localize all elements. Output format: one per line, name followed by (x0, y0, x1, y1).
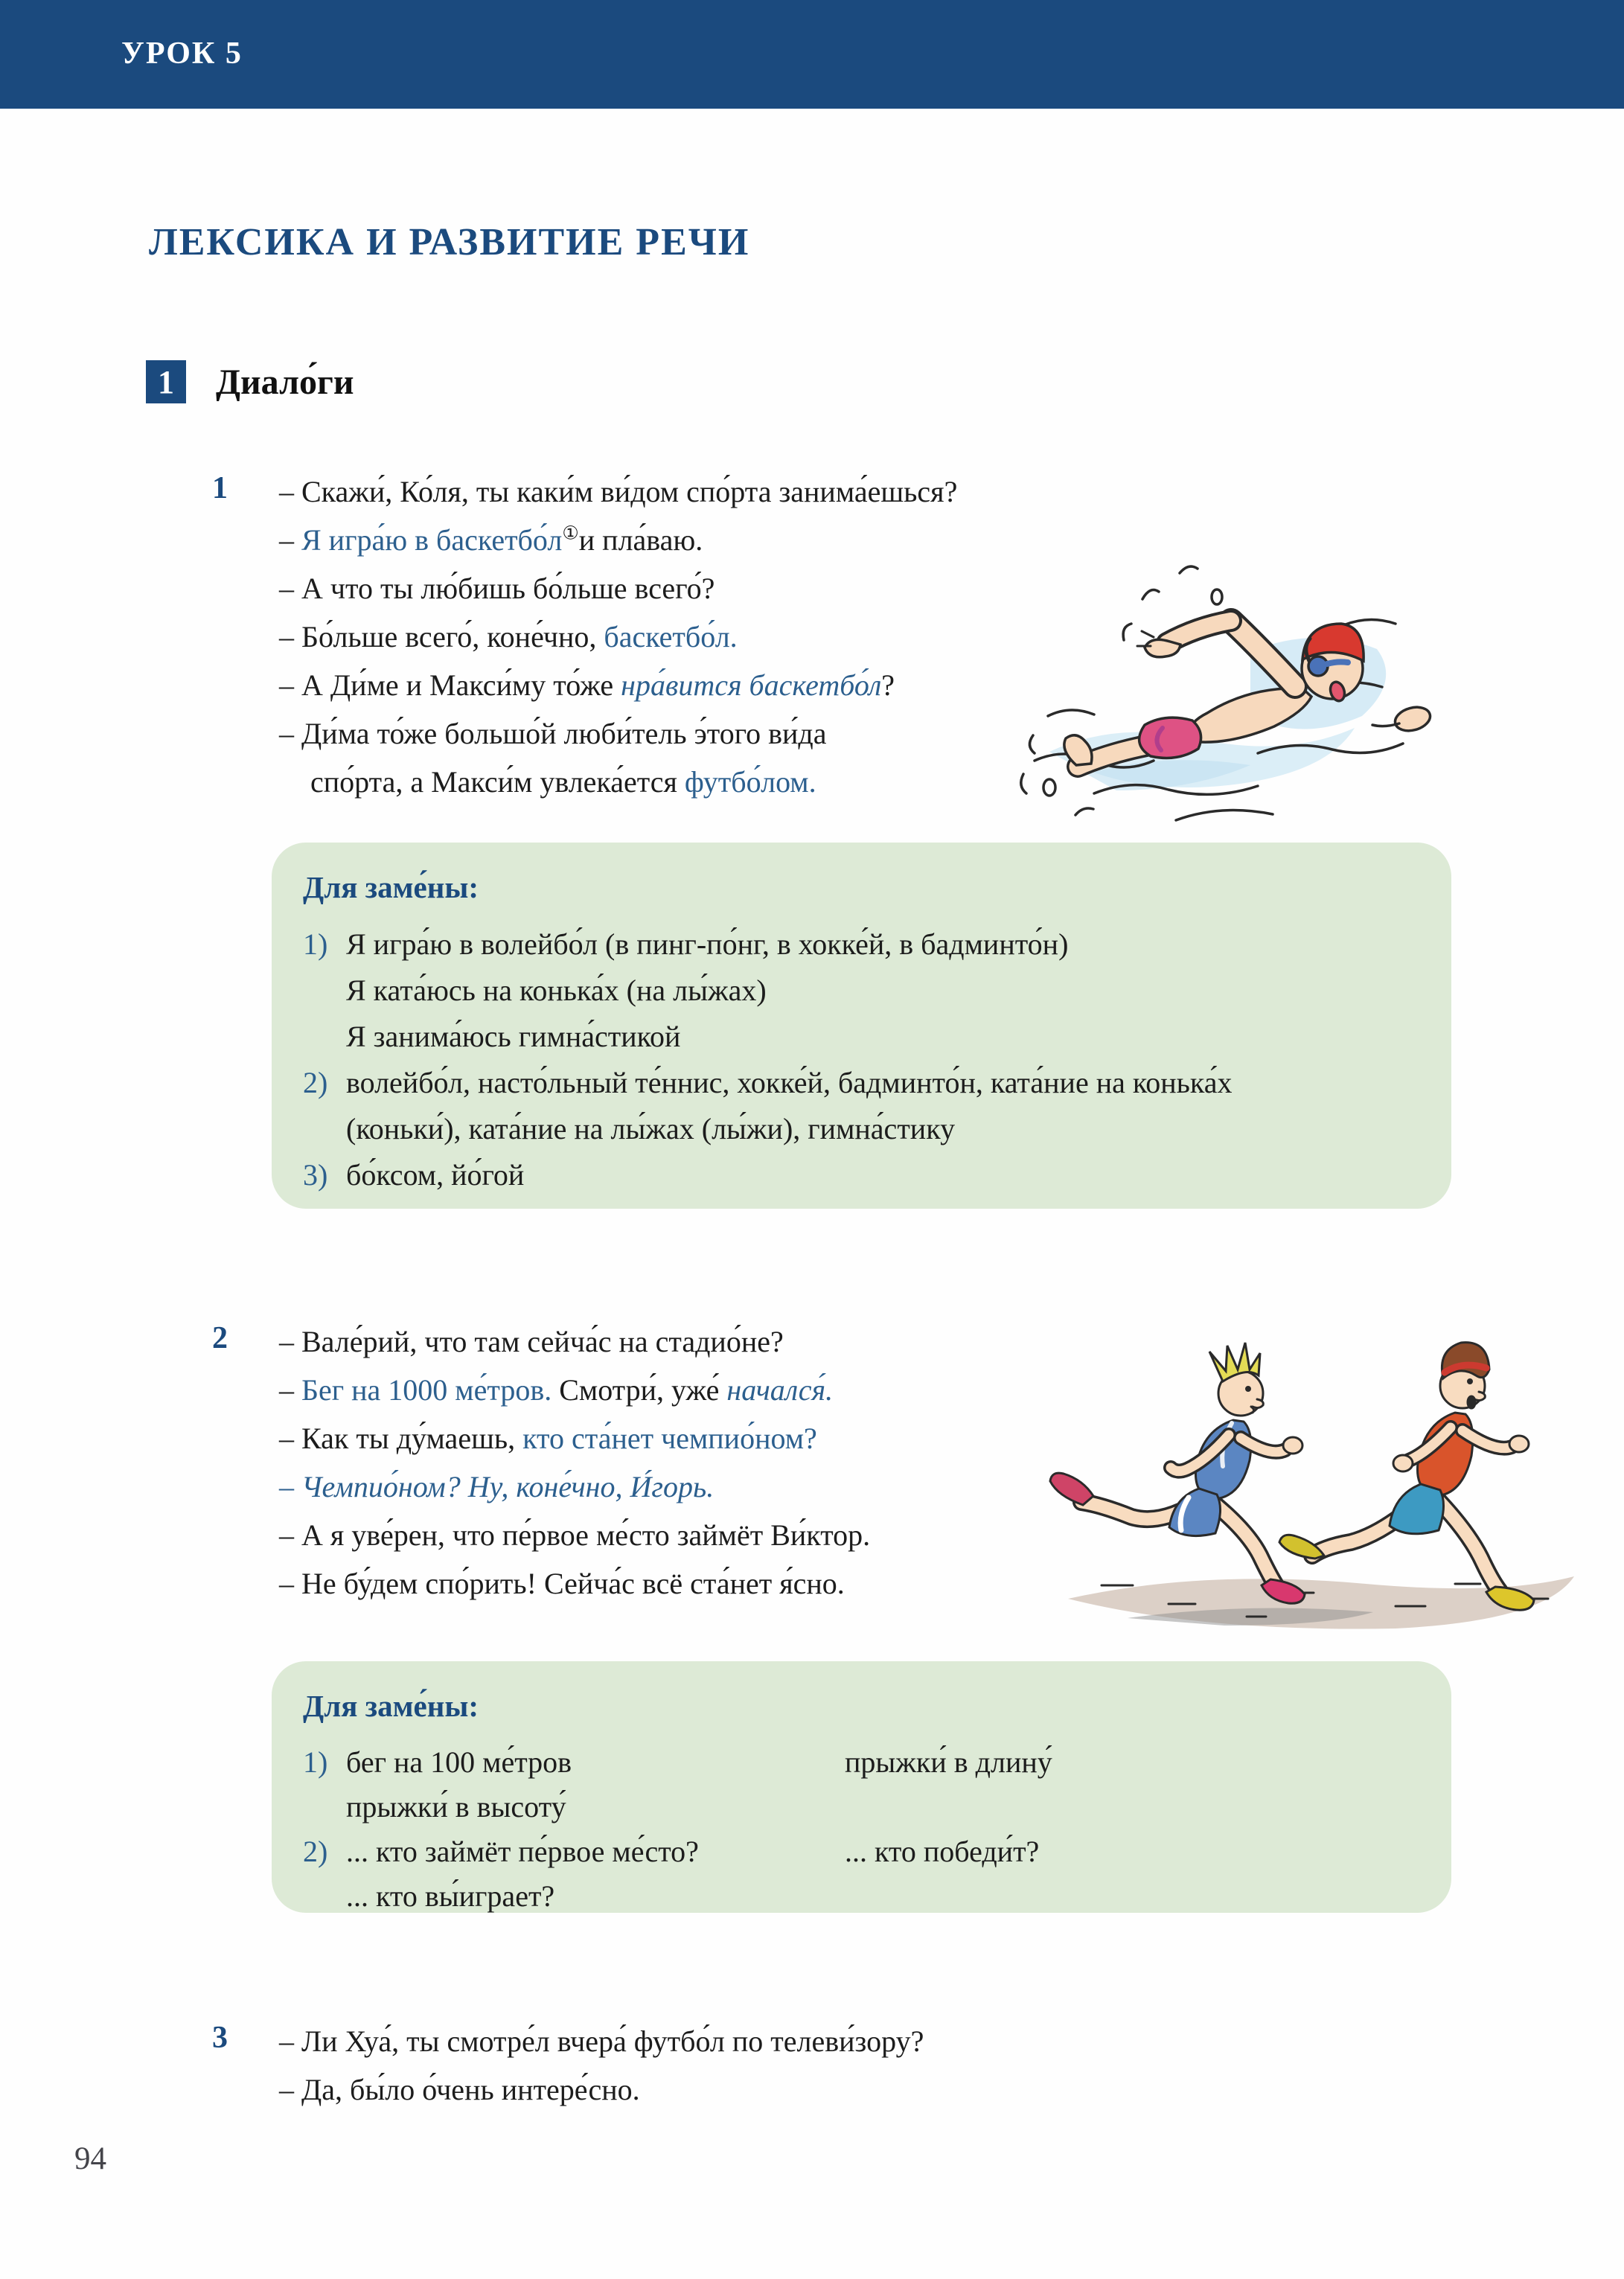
text-segment: нра́вится баскетбо́л (621, 668, 882, 702)
text-segment: спо́рта, а Макси́м увлека́ется (310, 765, 685, 799)
page-number: 94 (74, 2141, 106, 2176)
replacement-box-2 (272, 1661, 1451, 1913)
text-segment: – Как ты ду́маешь, (279, 1422, 523, 1455)
item-text: прыжки́ в высоту́ (346, 1790, 566, 1823)
item-number: 1) (303, 1745, 328, 1779)
text-segment: кто ста́нет чемпио́ном? (522, 1422, 817, 1455)
item-text: прыжки́ в длину́ (845, 1745, 1052, 1779)
dialog-line (279, 1463, 870, 1511)
dialog-line (279, 467, 957, 516)
box-item (303, 921, 1429, 968)
text-segment: – (279, 1373, 301, 1407)
text-segment: футбо́лом. (684, 765, 816, 799)
text-segment: – Чемпио́ном? Ну, коне́чно, И́горь. (279, 1470, 715, 1503)
item-number: 3) (303, 1158, 328, 1192)
text-segment: ① (562, 523, 579, 544)
dialog-3 (212, 2017, 924, 2114)
item-text: ... кто вы́играет? (346, 1879, 555, 1913)
box-item (303, 1060, 1429, 1106)
text-segment: – (279, 523, 301, 557)
text-segment: – Ди́ма то́же большо́й люби́тель э́того ви́да (279, 717, 827, 750)
text-segment: – А что ты лю́бишь бо́льше всего́? (279, 572, 715, 605)
dialog-lines (279, 1317, 870, 1608)
text-segment: – Скажи́, Ко́ля, ты каки́м ви́дом спо́рта занима́ешься? (279, 475, 958, 508)
dialog-2 (212, 1317, 870, 1608)
dialog-number: 1 (212, 471, 228, 505)
dialog-lines (279, 2017, 924, 2114)
item-text (845, 1874, 1429, 1919)
runners-illustration (979, 1310, 1619, 1637)
dialog-line (279, 661, 957, 709)
item-number (303, 1106, 346, 1152)
box-item (303, 1152, 1429, 1198)
text-segment: – Вале́рий, что там сейча́с на стадио́не? (279, 1325, 784, 1358)
page-title: ЛЕКСИКА И РАЗВИТИЕ РЕЧИ (149, 221, 750, 263)
box-item (303, 1014, 1429, 1060)
box-item (303, 1106, 1429, 1152)
dialog-1 (212, 467, 957, 806)
text-segment: Я игра́ю в баскетбо́л (301, 523, 563, 557)
dialog-line (279, 1414, 870, 1463)
dialog-line (279, 1366, 870, 1414)
item-text: бег на 100 ме́тров (346, 1745, 572, 1779)
item-text (845, 1785, 1429, 1829)
box-item (303, 1874, 1429, 1919)
item-text: Я занима́юсь гимна́стикой (346, 1020, 681, 1053)
dialog-line (279, 2017, 924, 2065)
box-item (303, 1785, 1429, 1829)
item-text: (коньки́), ката́ние на лы́жах (лы́жи), гимна́стику (346, 1112, 956, 1145)
section-title: Диало́ги (216, 362, 354, 402)
box-title: Для заме́ны: (303, 870, 479, 904)
item-text: ... кто победи́т? (845, 1835, 1040, 1868)
box-item (303, 1829, 1429, 1874)
text-segment: – Не бу́дем спо́рить! Сейча́с всё ста́нет я́сно. (279, 1567, 845, 1600)
box-item (303, 968, 1429, 1014)
text-segment: – А Ди́ме и Макси́му то́же (279, 668, 621, 702)
item-text: волейбо́л, насто́льный те́ннис, хокке́й, бадминто́н, ката́ние на конька́х (346, 1066, 1233, 1099)
replacement-box-1 (272, 843, 1451, 1209)
text-segment: – Да, бы́ло о́чень интере́сно. (279, 2073, 640, 2106)
text-segment: – А я уве́рен, что пе́рвое ме́сто займёт Ви́ктор. (279, 1518, 871, 1552)
dialog-line (279, 516, 957, 564)
text-segment: начался́. (726, 1373, 834, 1407)
text-segment: баскетбо́л. (604, 620, 738, 653)
header-bar (0, 0, 1624, 109)
item-number (303, 1014, 346, 1060)
item-number (303, 968, 346, 1014)
swimmer-illustration (1005, 528, 1444, 841)
dialog-line (279, 2065, 924, 2114)
section-heading (146, 360, 354, 403)
dialog-lines (279, 467, 957, 806)
text-segment: ? (881, 668, 895, 702)
dialog-number: 2 (212, 1321, 228, 1355)
dialog-line (279, 613, 957, 661)
text-segment: Бег на 1000 ме́тров. (301, 1373, 552, 1407)
item-text: Я игра́ю в волейбо́л (в пинг-по́нг, в хокке́й, в бадминто́н) (346, 927, 1069, 961)
dialog-line (279, 1511, 870, 1559)
box-item (303, 1740, 1429, 1785)
item-text: ... кто займёт пе́рвое ме́сто? (346, 1835, 699, 1868)
text-segment: – Бо́льше всего́, коне́чно, (279, 620, 604, 653)
text-segment: – Ли Хуа́, ты смотре́л вчера́ футбо́л по телеви́зору? (279, 2024, 924, 2058)
lesson-label: УРОК 5 (121, 36, 243, 71)
dialog-line (279, 709, 957, 758)
box-title: Для заме́ны: (303, 1689, 479, 1723)
item-number (303, 1785, 346, 1829)
item-number: 2) (303, 1066, 328, 1099)
dialog-line (279, 1559, 870, 1608)
item-number: 2) (303, 1835, 328, 1868)
text-segment: Смотри́, уже́ (552, 1373, 727, 1407)
dialog-line (279, 758, 957, 806)
item-text: Я ката́юсь на конька́х (на лы́жах) (346, 974, 767, 1007)
item-number: 1) (303, 927, 328, 961)
item-text: бо́ксом, йо́гой (346, 1158, 525, 1192)
dialog-line (279, 1317, 870, 1366)
item-number (303, 1874, 346, 1919)
section-number-badge: 1 (146, 360, 186, 403)
text-segment: и пла́ваю. (578, 523, 703, 557)
dialog-number: 3 (212, 2021, 228, 2055)
dialog-line (279, 564, 957, 613)
